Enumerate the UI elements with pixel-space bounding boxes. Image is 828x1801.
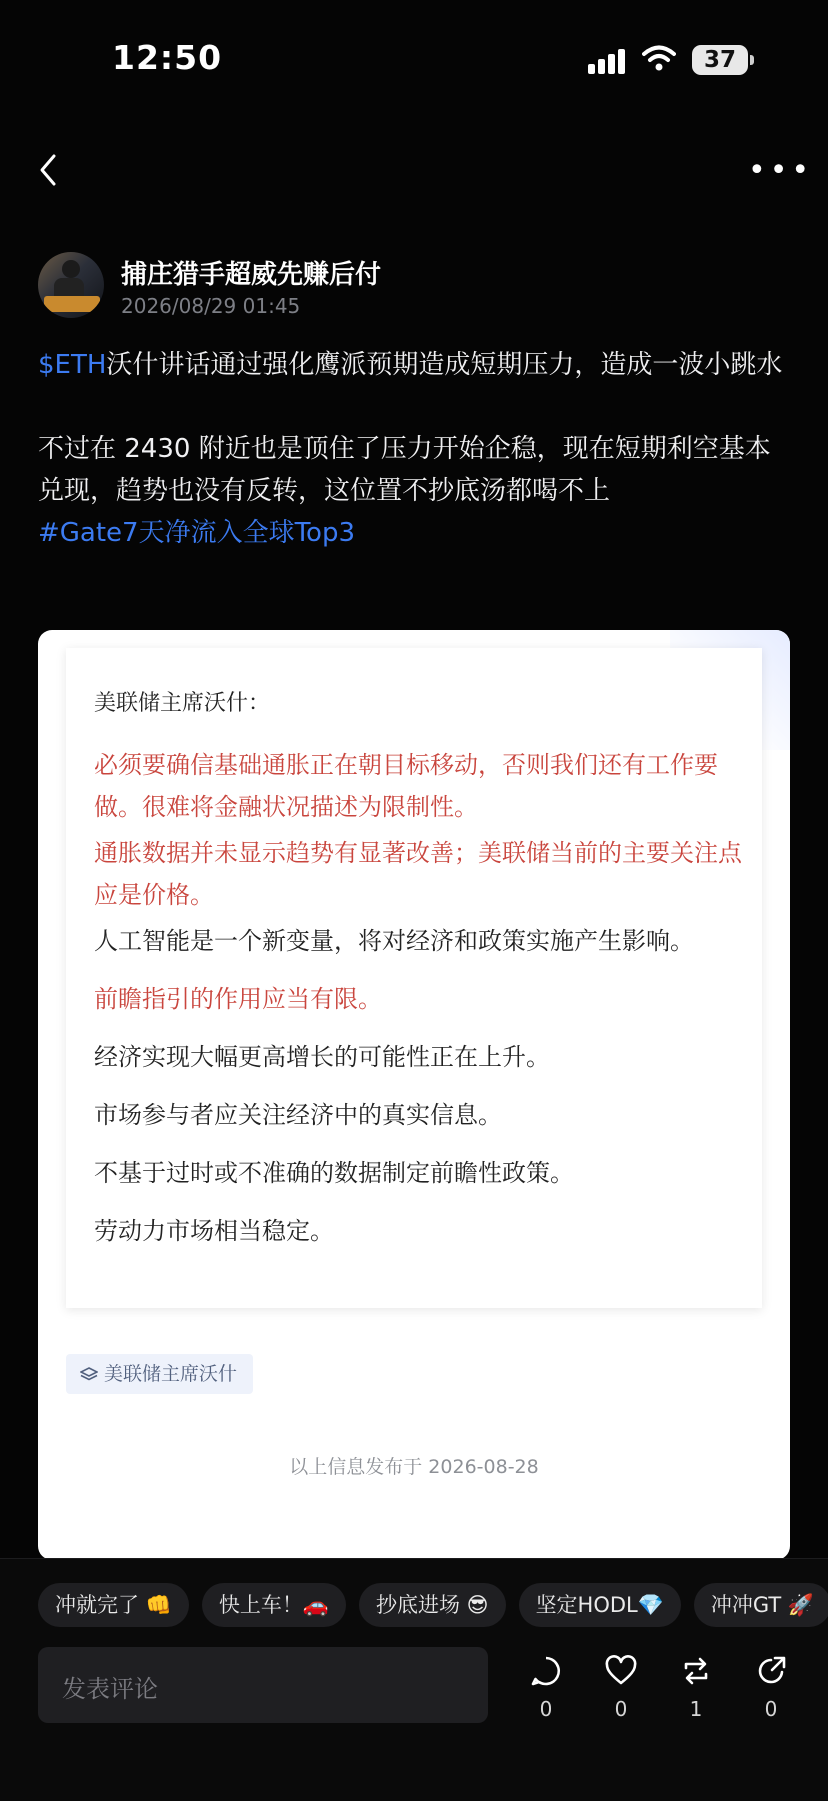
signal-icon	[588, 48, 628, 74]
post-body	[38, 344, 790, 554]
post-image-card[interactable]	[38, 630, 790, 1560]
repost-icon	[680, 1655, 712, 1687]
author-name[interactable]: 捕庄猎手超威先赚后付	[121, 260, 382, 290]
post-text-line2: 不过在 2430 附近也是顶住了压力开始企稳，现在短期利空基本兑现，趋势也没有反转，这位置不抄底汤都喝不上	[38, 434, 771, 506]
quote-title: 美联储主席沃什：	[94, 691, 271, 716]
share-icon	[755, 1655, 787, 1687]
like-button[interactable]	[601, 1655, 641, 1721]
quick-reply-row	[38, 1583, 828, 1629]
comment-button[interactable]	[526, 1655, 566, 1721]
quote-item: 经济实现大幅更高增长的可能性正在上升。	[94, 1043, 550, 1071]
repost-button[interactable]	[676, 1655, 716, 1721]
published-note: 以上信息发布于 2026-08-28	[289, 1456, 539, 1478]
quick-reply-chip[interactable]: 快上车！🚗	[202, 1583, 346, 1627]
layers-icon	[80, 1367, 98, 1383]
avatar[interactable]	[38, 252, 104, 318]
status-time: 12:50	[112, 38, 223, 77]
post-date: 2026/08/29 01:45	[121, 294, 301, 318]
topic-tag[interactable]	[66, 1354, 253, 1394]
heart-icon	[605, 1655, 637, 1687]
status-bar	[0, 0, 828, 120]
share-count: 0	[764, 1697, 778, 1721]
post-text-line1: 沃什讲话通过强化鹰派预期造成短期压力，造成一波小跳水	[106, 350, 783, 380]
quick-reply-chip[interactable]: 抄底进场 😎	[359, 1583, 506, 1627]
comment-placeholder: 发表评论	[62, 1675, 158, 1703]
quote-item: 人工智能是一个新变量，将对经济和政策实施产生影响。	[94, 927, 694, 955]
more-options-icon[interactable]: •••	[748, 153, 814, 188]
battery-indicator: 37	[692, 45, 748, 75]
quick-reply-chip[interactable]: 冲冲GT 🚀	[694, 1583, 828, 1627]
comment-input[interactable]	[38, 1647, 488, 1723]
wifi-icon	[642, 44, 676, 72]
quick-reply-chip[interactable]: 坚定HODL💎	[519, 1583, 681, 1627]
comment-count: 0	[539, 1697, 553, 1721]
hashtag-link[interactable]: #Gate7天净流入全球Top3	[38, 518, 356, 548]
comment-icon	[530, 1655, 562, 1687]
quote-item: 劳动力市场相当稳定。	[94, 1217, 334, 1245]
like-count: 0	[614, 1697, 628, 1721]
quote-panel	[66, 648, 762, 1308]
quote-item: 前瞻指引的作用应当有限。	[94, 985, 382, 1013]
back-icon[interactable]	[34, 152, 64, 188]
quick-reply-chip[interactable]: 冲就完了 👊	[38, 1583, 189, 1627]
topic-tag-label: 美联储主席沃什	[104, 1363, 238, 1385]
quote-item: 必须要确信基础通胀正在朝目标移动，否则我们还有工作要做。很难将金融状况描述为限制性。	[94, 751, 718, 821]
quote-item: 通胀数据并未显示趋势有显著改善；美联储当前的主要关注点应是价格。	[94, 839, 742, 909]
top-nav	[0, 140, 828, 200]
bottom-bar	[0, 1558, 828, 1801]
ticker-link[interactable]: $ETH	[38, 350, 107, 380]
quote-item: 市场参与者应关注经济中的真实信息。	[94, 1101, 502, 1129]
repost-count: 1	[689, 1697, 703, 1721]
quote-item: 不基于过时或不准确的数据制定前瞻性政策。	[94, 1159, 574, 1187]
post-author	[38, 252, 798, 322]
share-button[interactable]	[751, 1655, 791, 1721]
